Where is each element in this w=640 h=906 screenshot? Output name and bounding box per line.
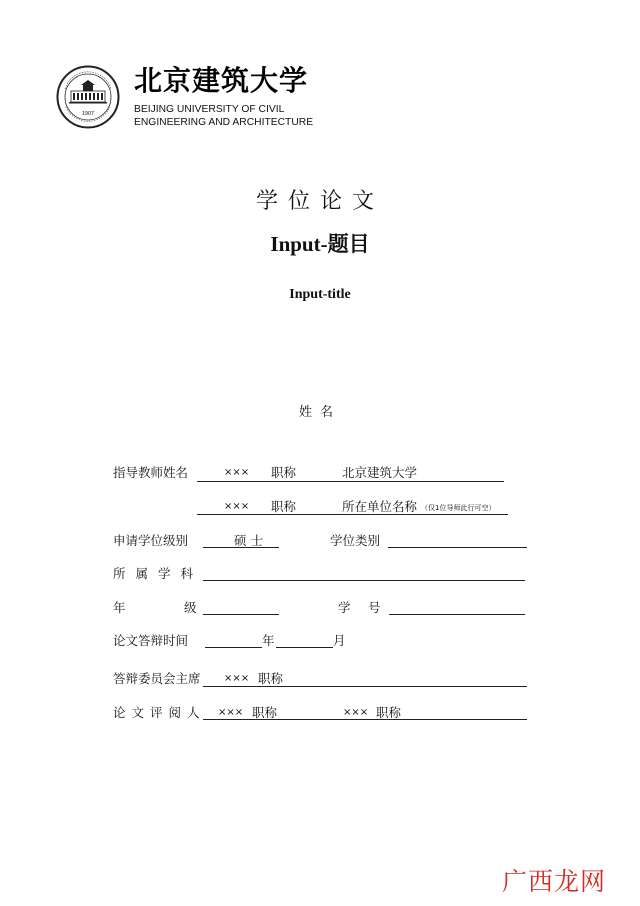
advisor2-underline xyxy=(197,514,508,515)
university-seal-logo xyxy=(56,65,120,129)
thesis-subtitle: Input-title xyxy=(289,287,351,302)
student-id-label-char2: 号 xyxy=(368,600,381,615)
defense-year-underline xyxy=(205,647,262,648)
site-watermark: 广西龙网 xyxy=(501,867,606,896)
committee-chair-name: ××× xyxy=(224,673,250,684)
defense-time-label: 论文答辩时间 xyxy=(113,633,189,648)
document-type-heading: 学位论文 xyxy=(255,189,384,214)
advisor-label: 指导教师姓名 xyxy=(113,465,189,480)
committee-chair-label: 答辩委员会主席 xyxy=(113,671,201,686)
degree-level-value: 硕 士 xyxy=(234,533,263,548)
author-name-label: 姓名 xyxy=(298,405,341,420)
defense-month-unit: 月 xyxy=(333,633,346,648)
grade-underline xyxy=(203,614,279,615)
discipline-label: 所属学科 xyxy=(113,566,204,581)
student-id-underline xyxy=(389,614,525,615)
degree-level-label: 申请学位级别 xyxy=(113,533,189,548)
grade-label-char2: 级 xyxy=(184,600,197,615)
degree-level-underline xyxy=(203,547,279,548)
reviewer-label: 论文评阅人 xyxy=(113,705,206,720)
reviewer2-title-label: 职称 xyxy=(376,705,402,720)
student-id-label-char1: 学 xyxy=(338,600,351,615)
degree-category-underline xyxy=(388,547,527,548)
reviewer1-name: ××× xyxy=(218,707,244,718)
university-name-en-line1: BEIJING UNIVERSITY OF CIVIL xyxy=(134,104,285,115)
advisor1-unit: 北京建筑大学 xyxy=(342,465,418,480)
advisor2-title-label: 职称 xyxy=(271,499,297,514)
advisor2-name: ××× xyxy=(224,501,250,512)
advisor1-name: ××× xyxy=(224,467,250,478)
university-name-en-line2: ENGINEERING AND ARCHITECTURE xyxy=(134,117,314,128)
committee-chair-underline xyxy=(203,686,527,687)
thesis-title: Input-题目 xyxy=(270,232,370,256)
defense-month-underline xyxy=(276,647,333,648)
defense-year-unit: 年 xyxy=(262,633,275,648)
advisor2-unit-label: 所在单位名称 xyxy=(342,499,418,514)
grade-label-char1: 年 xyxy=(113,600,126,615)
svg-text:1907: 1907 xyxy=(81,111,95,117)
reviewer-underline xyxy=(203,719,527,720)
committee-chair-title-label: 职称 xyxy=(258,671,284,686)
advisor1-title-label: 职称 xyxy=(271,465,297,480)
reviewer2-name: ××× xyxy=(343,707,369,718)
advisor2-unit-note: （仅1位导师此行可空） xyxy=(421,504,496,512)
reviewer1-title-label: 职称 xyxy=(252,705,278,720)
university-name-cn: 北京建筑大学 xyxy=(134,64,309,97)
discipline-underline xyxy=(203,580,525,581)
degree-category-label: 学位类别 xyxy=(330,533,381,548)
advisor1-underline xyxy=(197,481,504,482)
